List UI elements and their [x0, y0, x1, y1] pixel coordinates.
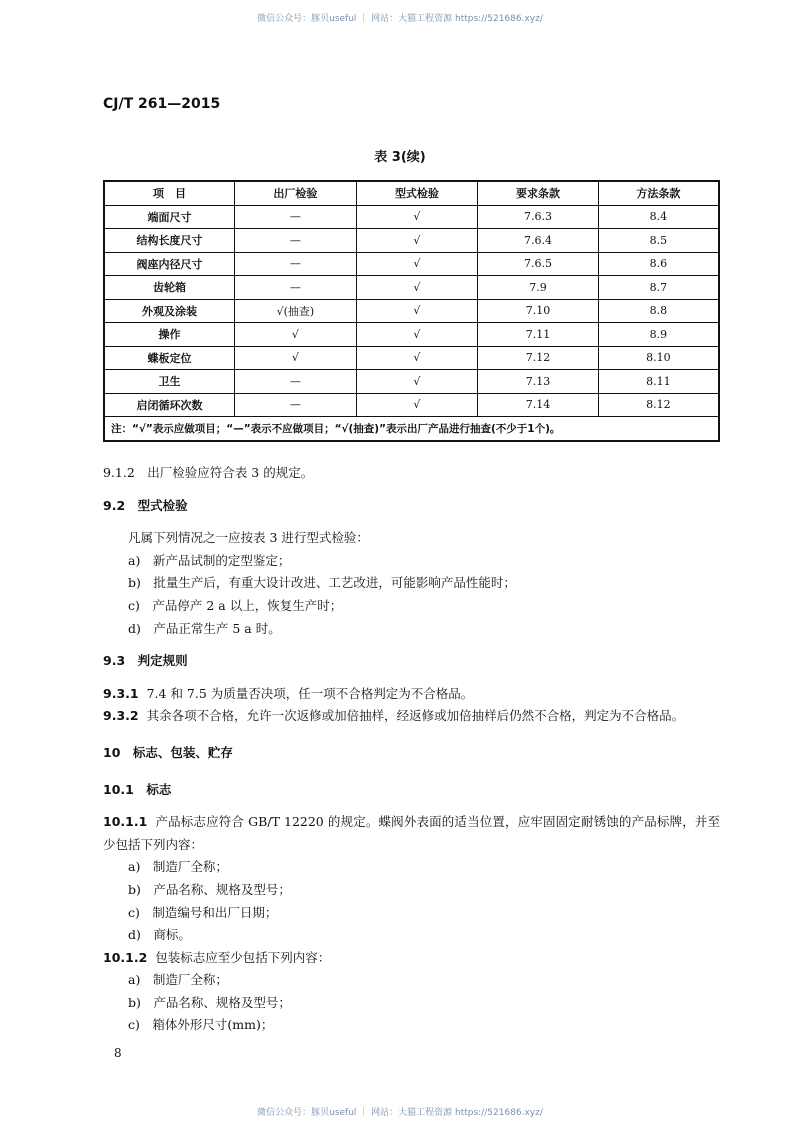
- cell-item: 阀座内径尺寸: [104, 252, 235, 276]
- clause-text: 7.4 和 7.5 为质量否决项，任一项不合格判定为不合格品。: [146, 685, 474, 701]
- cell-factory: √: [235, 346, 357, 370]
- cell-method: 8.6: [598, 252, 719, 276]
- table-note-row: [104, 417, 719, 441]
- cell-factory: —: [235, 205, 357, 229]
- clause-10-1-2: [103, 947, 720, 970]
- cell-method: 8.7: [598, 276, 719, 300]
- table-row: [104, 276, 719, 300]
- heading-9-3: 9.3 判定规则: [103, 653, 188, 669]
- cell-requirement: 7.13: [478, 370, 599, 394]
- table-row: [104, 299, 719, 323]
- table-row: [104, 229, 719, 253]
- cell-type: √: [356, 323, 478, 347]
- cell-item: 卫生: [104, 370, 235, 394]
- list-item: d) 产品正常生产 5 a 时。: [128, 620, 281, 636]
- cell-method: 8.11: [598, 370, 719, 394]
- cell-requirement: 7.14: [478, 393, 599, 417]
- cell-method: 8.4: [598, 205, 719, 229]
- cell-type: √: [356, 346, 478, 370]
- cell-requirement: 7.10: [478, 299, 599, 323]
- watermark-bottom: 微信公众号：豚贝useful ｜ 网站：大猫工程资源 https://521686.xyz/: [257, 1108, 543, 1118]
- cell-requirement: 7.9: [478, 276, 599, 300]
- cell-item: 端面尺寸: [104, 205, 235, 229]
- clause-text: 产品标志应符合 GB/T 12220 的规定。蝶阀外表面的适当位置，应牢固固定耐锈蚀的产品标牌，并至少包括下列内容：: [103, 814, 720, 852]
- cell-factory: —: [235, 229, 357, 253]
- cell-item: 操作: [104, 323, 235, 347]
- table-row: [104, 346, 719, 370]
- clause-number: 10.1.2: [103, 949, 148, 965]
- cell-method: 8.12: [598, 393, 719, 417]
- cell-method: 8.10: [598, 346, 719, 370]
- table-row: [104, 323, 719, 347]
- clause-text: 其余各项不合格，允许一次返修或加倍抽样，经返修或加倍抽样后仍然不合格，判定为不合格品。: [146, 708, 685, 724]
- table-row: [104, 393, 719, 417]
- list-item: c) 箱体外形尺寸(mm)；: [128, 1017, 274, 1033]
- list-item: d) 商标。: [128, 927, 191, 943]
- clause-number: 9.3.2: [103, 708, 139, 724]
- header-item: 项 目: [104, 181, 235, 205]
- cell-factory: —: [235, 276, 357, 300]
- cell-type: √: [356, 299, 478, 323]
- inspection-table: [103, 180, 720, 442]
- cell-method: 8.8: [598, 299, 719, 323]
- cell-factory: —: [235, 252, 357, 276]
- cell-factory: —: [235, 393, 357, 417]
- clause-10-1-1: [103, 811, 720, 856]
- cell-factory: √: [235, 323, 357, 347]
- table-note: 注：“√”表示应做项目；“—”表示不应做项目；“√(抽查)”表示出厂产品进行抽查(不少于1个)。: [104, 417, 719, 441]
- cell-method: 8.5: [598, 229, 719, 253]
- list-item: a) 新产品试制的定型鉴定；: [128, 552, 291, 568]
- table-header-row: [104, 181, 719, 205]
- table-row: [104, 370, 719, 394]
- list-item: b) 产品名称、规格及型号；: [128, 881, 291, 897]
- cell-requirement: 7.6.3: [478, 205, 599, 229]
- list-item: c) 制造编号和出厂日期；: [128, 904, 278, 920]
- heading-10: 10 标志、包装、贮存: [103, 744, 233, 760]
- cell-factory: √(抽查): [235, 299, 357, 323]
- cell-item: 结构长度尺寸: [104, 229, 235, 253]
- list-item: a) 制造厂全称；: [128, 859, 228, 875]
- cell-type: √: [356, 370, 478, 394]
- cell-item: 蝶板定位: [104, 346, 235, 370]
- cell-type: √: [356, 252, 478, 276]
- cell-type: √: [356, 205, 478, 229]
- list-item: a) 制造厂全称；: [128, 972, 228, 988]
- page-number: 8: [114, 1046, 122, 1060]
- clause-9-3-1: [103, 683, 720, 706]
- table-row: [104, 252, 719, 276]
- header-method-clause: 方法条款: [598, 181, 719, 205]
- clause-9-2-intro: 凡属下列情况之一应按表 3 进行型式检验：: [128, 530, 369, 546]
- cell-requirement: 7.6.5: [478, 252, 599, 276]
- clause-text: 包装标志应至少包括下列内容：: [155, 949, 331, 965]
- cell-requirement: 7.12: [478, 346, 599, 370]
- list-item: b) 批量生产后，有重大设计改进、工艺改进，可能影响产品性能时；: [128, 575, 516, 591]
- clause-9-3-2: [103, 705, 720, 728]
- cell-requirement: 7.6.4: [478, 229, 599, 253]
- cell-type: √: [356, 393, 478, 417]
- clause-number: 9.3.1: [103, 685, 139, 701]
- header-requirement-clause: 要求条款: [478, 181, 599, 205]
- cell-item: 外观及涂装: [104, 299, 235, 323]
- body-text: [103, 462, 720, 1037]
- header-type-inspection: 型式检验: [356, 181, 478, 205]
- clause-number: 10.1.1: [103, 814, 148, 830]
- watermark-top: 微信公众号：豚贝useful ｜ 网站：大猫工程资源 https://521686.xyz/: [257, 14, 543, 24]
- standard-code: CJ/T 261—2015: [103, 96, 221, 112]
- cell-item: 齿轮箱: [104, 276, 235, 300]
- header-factory-inspection: 出厂检验: [235, 181, 357, 205]
- list-item: b) 产品名称、规格及型号；: [128, 994, 291, 1010]
- cell-method: 8.9: [598, 323, 719, 347]
- cell-requirement: 7.11: [478, 323, 599, 347]
- cell-item: 启闭循环次数: [104, 393, 235, 417]
- list-item: c) 产品停产 2 a 以上，恢复生产时；: [128, 597, 343, 613]
- table-row: [104, 205, 719, 229]
- heading-9-2: 9.2 型式检验: [103, 497, 188, 513]
- clause-9-1-2: 9.1.2 出厂检验应符合表 3 的规定。: [103, 465, 314, 480]
- cell-type: √: [356, 229, 478, 253]
- table-title: 表 3(续): [374, 150, 426, 165]
- cell-type: √: [356, 276, 478, 300]
- heading-10-1: 10.1 标志: [103, 781, 172, 797]
- cell-factory: —: [235, 370, 357, 394]
